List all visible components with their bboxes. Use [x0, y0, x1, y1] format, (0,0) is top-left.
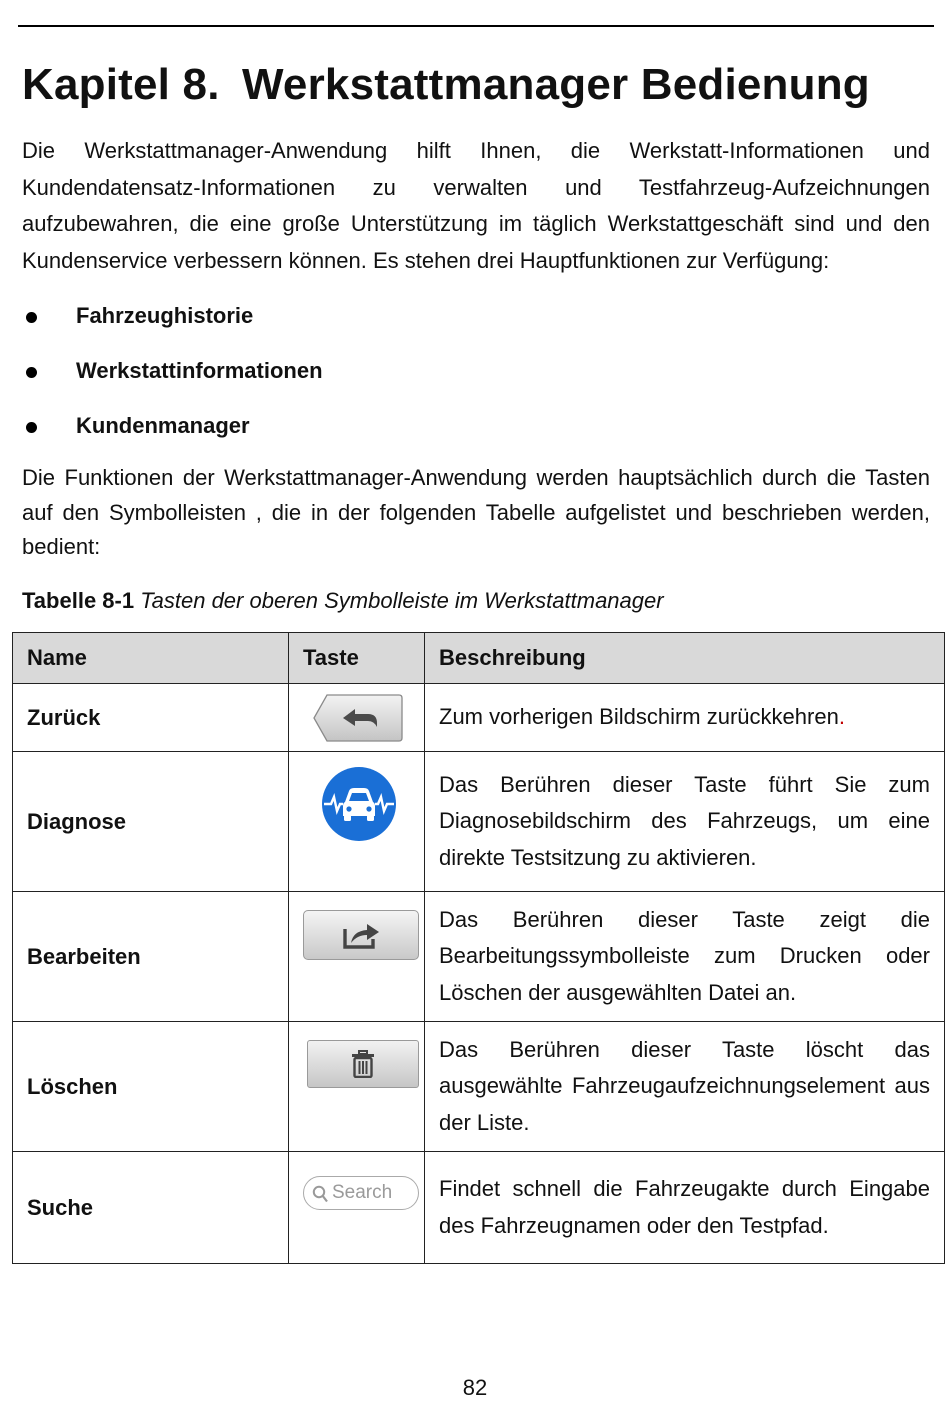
search-field-icon [303, 1176, 419, 1210]
function-label: Fahrzeughistorie [76, 303, 254, 328]
description-suffix: . [838, 704, 845, 730]
row-description: Das Berühren dieser Taste zeigt die Bearbeitungssymbolleiste zum Drucken oder Löschen der ausgewählten Datei an. [425, 892, 945, 1022]
row-key [289, 1022, 425, 1152]
chapter-number: Kapitel 8. [22, 60, 220, 109]
chapter-heading [22, 60, 870, 110]
function-label: Kundenmanager [76, 413, 250, 438]
function-label: Werkstattinformationen [76, 358, 323, 383]
description-text: Zum vorherigen Bildschirm zurückkehren [439, 704, 839, 730]
row-description: Findet schnell die Fahrzeugakte durch Eingabe des Fahrzeugnamen oder den Testpfad. [425, 1152, 945, 1264]
row-name: Löschen [13, 1022, 289, 1152]
car-diagnose-icon [321, 766, 397, 842]
row-name: Suche [13, 1152, 289, 1264]
table-row [13, 684, 945, 752]
table-row [13, 1152, 945, 1264]
top-rule [18, 25, 934, 27]
row-key [289, 752, 425, 892]
toolbar-buttons-table [12, 632, 945, 1264]
table-row [13, 892, 945, 1022]
row-name: Bearbeiten [13, 892, 289, 1022]
row-key [289, 1152, 425, 1264]
table-row [13, 752, 945, 892]
header-key: Taste [289, 633, 425, 684]
row-name: Diagnose [13, 752, 289, 892]
row-description: Das Berühren dieser Taste löscht das ausgewählte Fahrzeugaufzeichnungselement aus der Liste. [425, 1022, 945, 1152]
row-name: Zurück [13, 684, 289, 752]
trash-icon [307, 1040, 419, 1088]
row-key [289, 684, 425, 752]
page-number: 82 [462, 1375, 488, 1400]
header-description: Beschreibung [425, 633, 945, 684]
table-row [13, 1022, 945, 1152]
row-description: Das Berühren dieser Taste führt Sie zum Diagnosebildschirm des Fahrzeugs, um eine direkte Testsitzung zu aktivieren. [425, 752, 945, 892]
toolbar-paragraph: Die Funktionen der Werkstattmanager-Anwendung werden hauptsächlich durch die Tasten auf den Symbolleisten , die in der folgenden Tabelle aufgelistet und beschrieben werden, bedient: [22, 465, 930, 559]
chapter-title: Werkstattmanager Bedienung [242, 60, 870, 109]
table-caption [22, 588, 664, 614]
share-edit-icon [303, 910, 419, 960]
bullet-icon [26, 312, 37, 323]
search-placeholder: Search [332, 1182, 393, 1203]
back-arrow-icon [313, 694, 403, 742]
intro-paragraph: Die Werkstattmanager-Anwendung hilft Ihnen, die Werkstatt-Informationen und Kundendatensatz-Informationen zu verwalten und Testfahrzeug-Aufzeichnungen aufzubewahren, die eine große Unterstützung im täglich Werkstattgeschäft sind und den Kundenservice verbessern können. Es stehen drei Hauptfunktionen zur Verfügung: [22, 138, 930, 273]
bullet-icon [26, 422, 37, 433]
header-name: Name [13, 633, 289, 684]
table-caption-label: Tabelle 8-1 [22, 588, 135, 613]
row-description [425, 684, 945, 752]
bullet-icon [26, 367, 37, 378]
search-icon [312, 1185, 328, 1203]
table-caption-text: Tasten der oberen Symbolleiste im Werkstattmanager [140, 588, 664, 613]
row-key [289, 892, 425, 1022]
table-header-row [13, 633, 945, 684]
